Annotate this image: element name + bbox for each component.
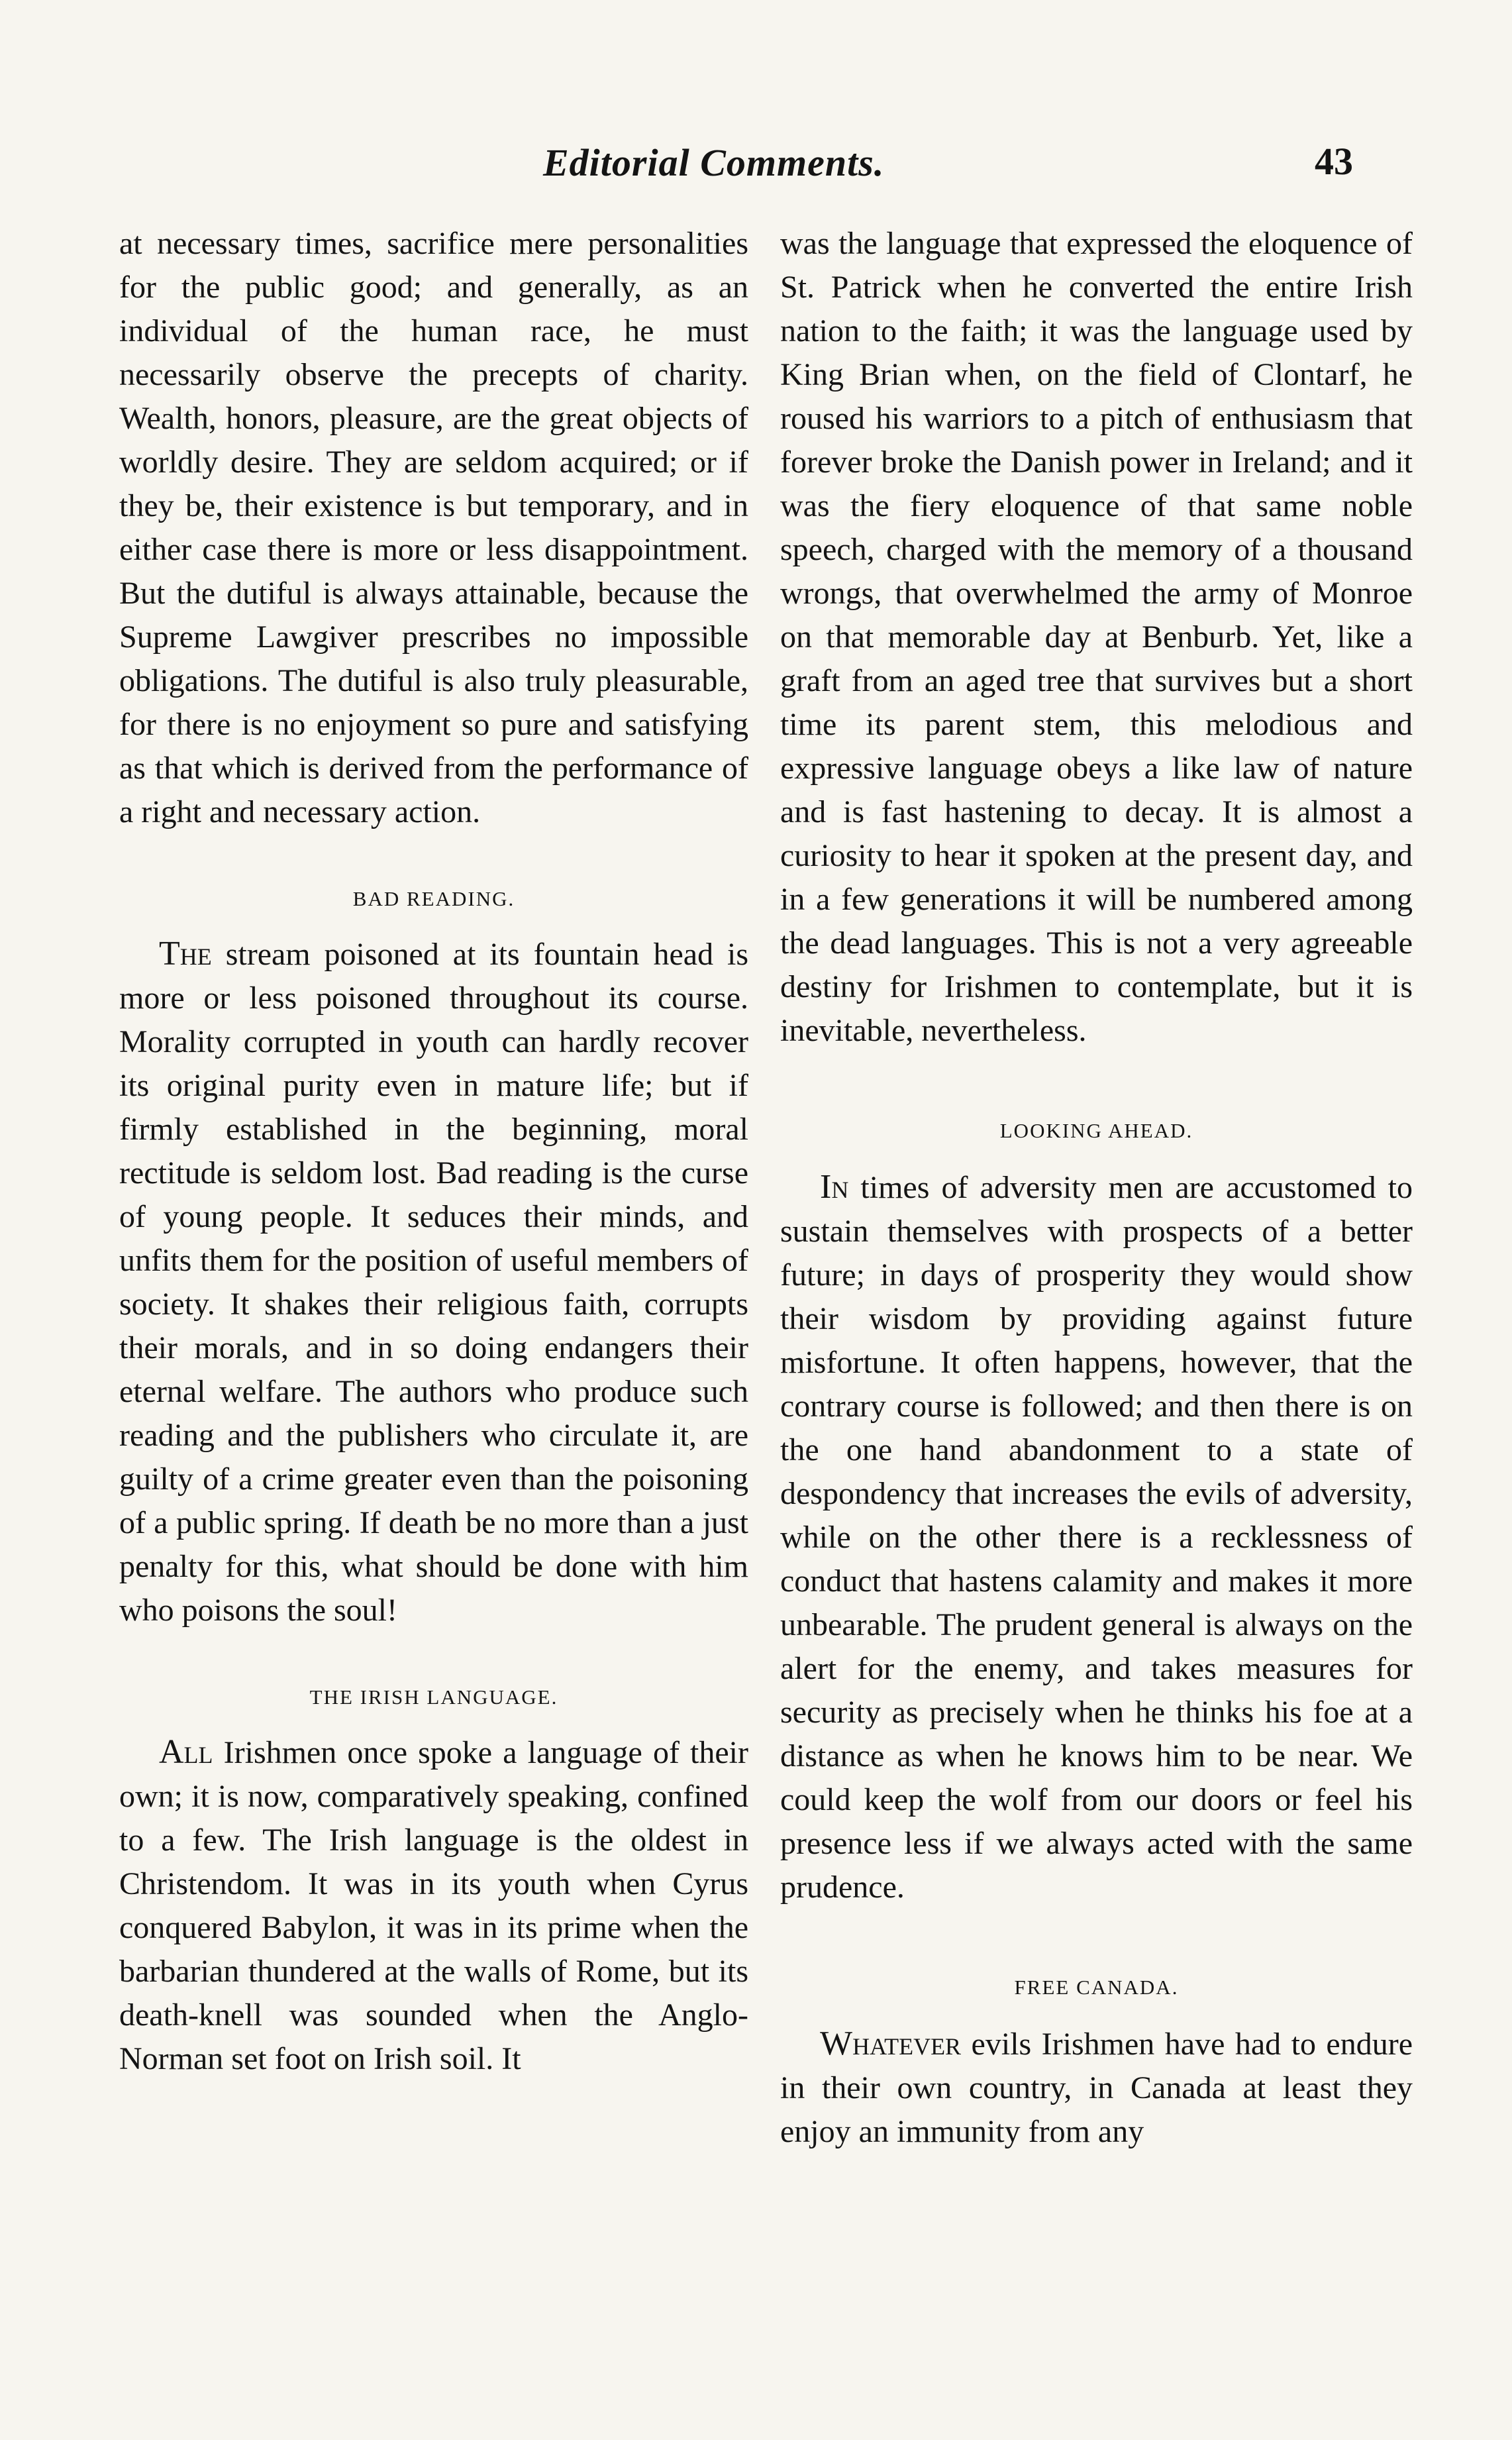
continued-paragraph: at necessary times, sacrifice mere personalities for the public good; and generally, as an individual of the human race, he must necessarily observe the precepts of charity. Wealth, honors, pleasure, are the great objects of worldly desire. They are seldom acquired; or if they be, their existence is but temporary, and in either case there is more or less disappointment. But the dutiful is always attainable, because the Supreme Lawgiver prescribes no impossible obligations. The dutiful is also truly pleasurable, for there is no enjoyment so pure and satisfying as that which is derived from the performance of a right and necessary action. — [119, 226, 748, 829]
continued-paragraph: was the language that expressed the eloquence of St. Patrick when he converted the entire Irish nation to the faith; it was the language used by King Brian when, on the field of Clontarf, he roused his warriors to a pitch of enthusiasm that forever broke the Danish power in Ireland; and it was the fiery eloquence of that same noble speech, charged with the memory of a thousand wrongs, that overwhelmed the army of Monroe on that memorable day at Benburb. Yet, like a graft from an aged tree that survives but a short time its parent stem, this melodious and expressive language obeys a like law of nature and is fast hastening to decay. It is almost a curiosity to hear it spoken at the present day, and in a few generations it will be numbered among the dead languages. This is not a very agreeable destiny for Irishmen to contemplate, but it is inevitable, nevertheless. — [780, 226, 1413, 1048]
heading-irish-language: THE IRISH LANGUAGE. — [309, 1685, 558, 1709]
lead-word: Whatever — [820, 2025, 962, 2062]
heading-bad-reading: BAD READING. — [352, 887, 515, 910]
lead-word: The — [159, 935, 212, 973]
paragraph-text: times of adversity men are accustomed to sustain themselves with prospects of a better future; in days of prosperity they would show their wisdom by providing against future misfortune. It often happens, however, that the contrary course is followed; and then there is on the one hand abandonment to a state of despondency that increases the evils of adversity, while on the other there is a recklessness of conduct that hastens calamity and makes it more unbearable. The prudent general is always on the alert for the enemy, and takes measures for security as precisely when he thinks his foe at a distance as when he knows him to be near. We could keep the wolf from our doors or feel his presence less if we always acted with the same prudence. — [780, 1170, 1413, 1905]
heading-looking-ahead: LOOKING AHEAD. — [999, 1119, 1193, 1142]
looking-ahead-paragraph — [780, 1165, 1413, 1909]
heading-free-canada: FREE CANADA. — [1014, 1976, 1179, 1999]
free-canada-paragraph — [780, 2022, 1413, 2154]
irish-language-paragraph — [119, 1730, 748, 2081]
lead-word: All — [159, 1733, 213, 1771]
right-column — [780, 222, 1413, 2154]
paragraph-text: Irishmen once spoke a language of their own; it is now, comparatively speaking, confined to a few. The Irish language is the oldest in Christendom. It was in its youth when Cyrus conquered Babylon, it was in its prime when the barbarian thundered at the walls of Rome, but its death-knell was sounded when the Anglo-Norman set foot on Irish soil. It — [119, 1735, 749, 2076]
lead-word: In — [820, 1168, 849, 1206]
paragraph-text: evils Irishmen have had to endure in their own country, in Canada at least they enjoy an immunity from any — [780, 2027, 1413, 2149]
bad-reading-paragraph — [119, 932, 748, 1632]
page-number: 43 — [1315, 140, 1353, 183]
left-column — [119, 222, 748, 2081]
paragraph-text: stream poisoned at its fountain head is more or less poisoned throughout its course. Morality corrupted in youth can hardly recover its original purity even in mature life; but if firmly established in the beginning, moral rectitude is seldom lost. Bad reading is the curse of young people. It seduces their minds, and unfits them for the position of useful members of society. It shakes their religious faith, corrupts their morals, and in so doing endangers their eternal welfare. The authors who produce such reading and the publishers who circulate it, are guilty of a crime greater even than the poisoning of a public spring. If death be no more than a just penalty for this, what should be done with him who poisons the soul! — [119, 937, 749, 1628]
running-title: Editorial Comments. — [543, 141, 885, 184]
